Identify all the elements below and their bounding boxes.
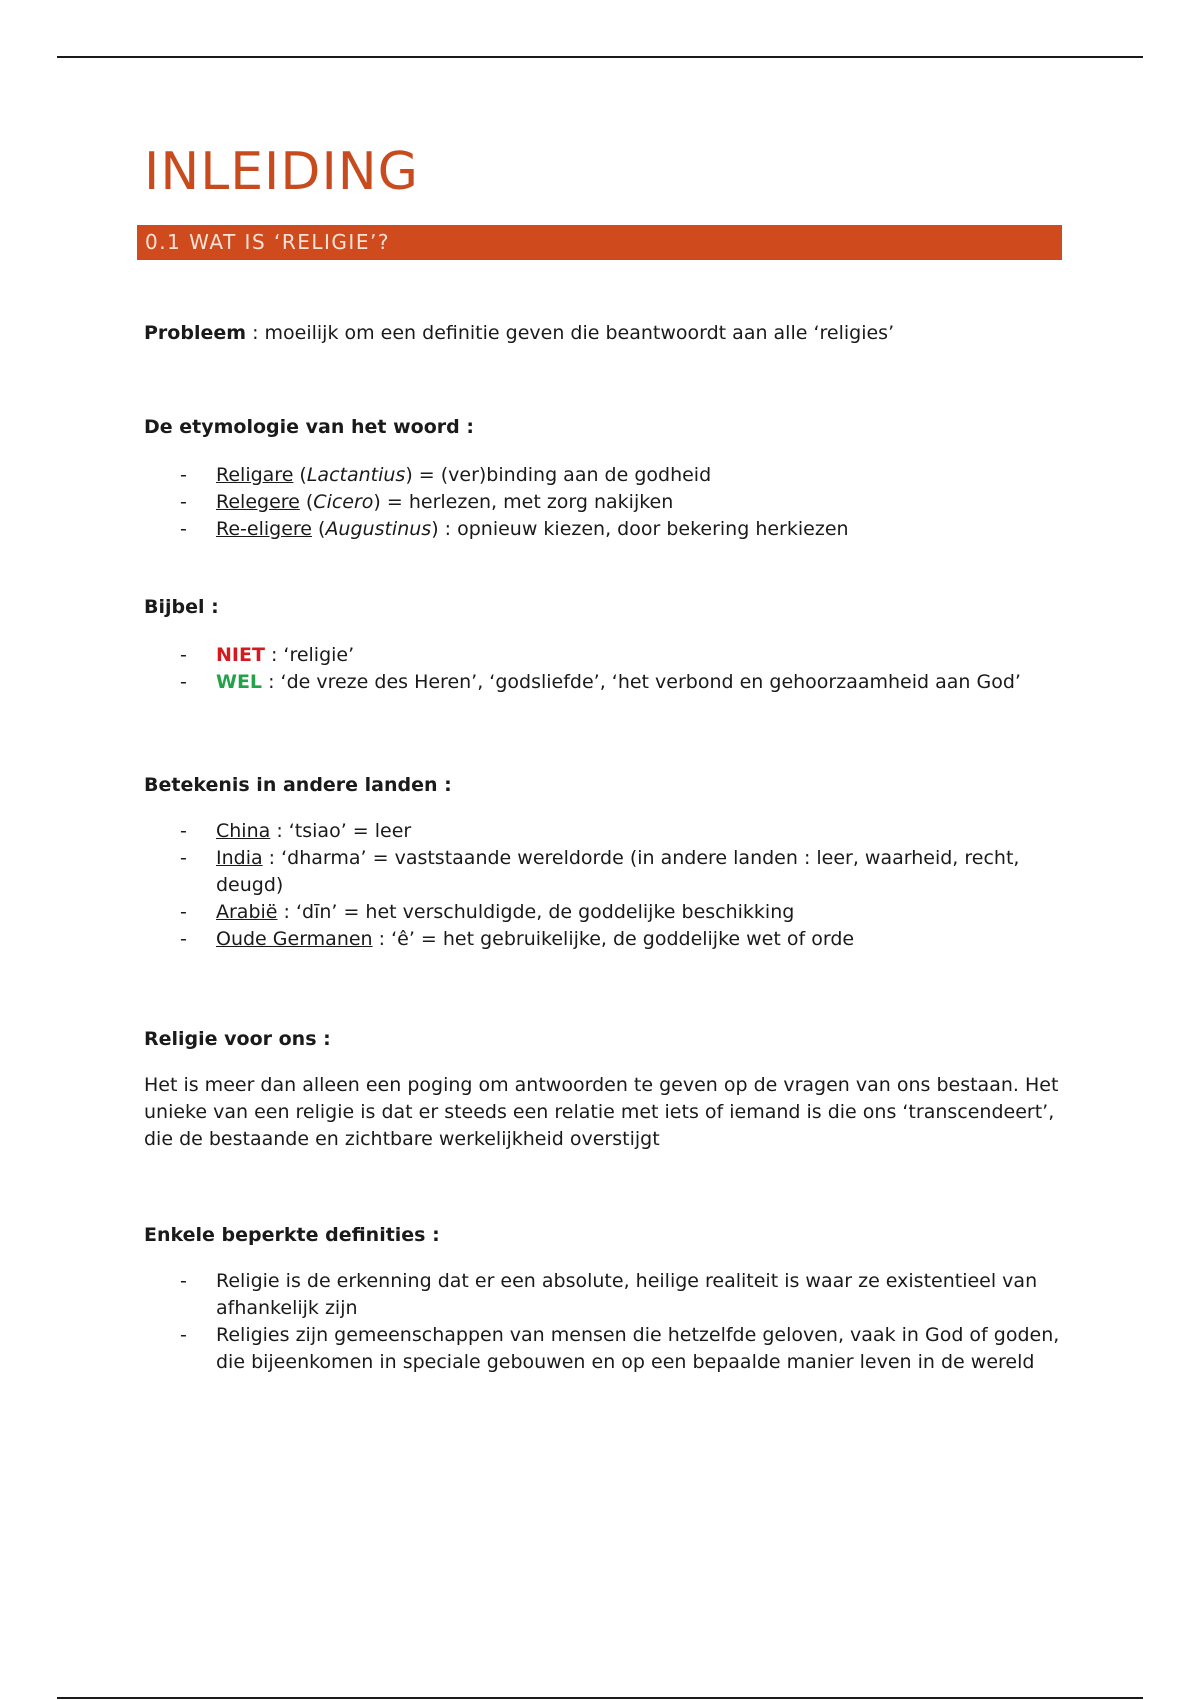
bottom-rule	[57, 1697, 1143, 1699]
definities-heading: Enkele beperkte definities :	[144, 1224, 440, 1246]
list-item	[144, 489, 1064, 516]
list-dash: -	[180, 671, 187, 693]
list-dash: -	[180, 464, 187, 486]
definition: : ‘dharma’ = vaststaande wereldorde (in andere landen : leer, waarheid, recht, deugd)	[216, 847, 1020, 896]
landen-list	[144, 818, 1064, 953]
paren-open: (	[299, 491, 314, 513]
etymologie-list	[144, 462, 1064, 543]
niet-text: : ‘religie’	[264, 644, 355, 666]
page-title: INLEIDING	[144, 142, 419, 202]
term: Re-eligere	[216, 518, 312, 540]
bijbel-list	[144, 642, 1064, 696]
list-item	[144, 818, 1064, 845]
paren-open: (	[293, 464, 307, 486]
list-item	[144, 845, 1064, 899]
probleem-paragraph	[144, 320, 1064, 347]
top-rule	[57, 56, 1143, 58]
list-dash: -	[180, 847, 187, 869]
definition: : ‘dīn’ = het verschuldigde, de goddelijke beschikking	[277, 901, 795, 923]
list-dash: -	[180, 491, 187, 513]
definition: ) = herlezen, met zorg nakijken	[373, 491, 674, 513]
author: Augustinus	[325, 518, 432, 540]
list-dash: -	[180, 1270, 187, 1292]
list-item	[144, 642, 1064, 669]
etymologie-heading: De etymologie van het woord :	[144, 416, 474, 438]
list-dash: -	[180, 644, 187, 666]
author: Cicero	[313, 491, 374, 513]
term: Arabië	[216, 901, 278, 923]
landen-heading: Betekenis in andere landen :	[144, 774, 452, 796]
bijbel-heading: Bijbel :	[144, 596, 219, 618]
ons-paragraph: Het is meer dan alleen een poging om antwoorden te geven op de vragen van ons bestaan. Het unieke van een religie is dat er steeds een relatie met iets of iemand is die ons ‘transcendeert’, die de bestaande en zichtbare werkelijkheid overstijgt	[144, 1074, 1059, 1150]
definition: ) : opnieuw kiezen, door bekering herkiezen	[431, 518, 849, 540]
list-item	[144, 516, 1064, 543]
term: India	[216, 847, 263, 869]
list-dash: -	[180, 1324, 187, 1346]
author: Lactantius	[306, 464, 406, 486]
probleem-text: : moeilijk om een definitie geven die beantwoordt aan alle ‘religies’	[246, 322, 895, 344]
definition: Religie is de erkenning dat er een absolute, heilige realiteit is waar ze existentieel van afhankelijk zijn	[216, 1270, 1038, 1319]
section-heading-bar	[137, 225, 1062, 260]
definition: ) = (ver)binding aan de godheid	[405, 464, 712, 486]
wel-label: WEL	[216, 671, 263, 693]
list-item	[144, 926, 1064, 953]
list-item	[144, 899, 1064, 926]
term: Religare	[216, 464, 294, 486]
definition: : ‘ê’ = het gebruikelijke, de goddelijke wet of orde	[372, 928, 855, 950]
list-dash: -	[180, 928, 187, 950]
list-item	[144, 669, 1064, 696]
ons-heading: Religie voor ons :	[144, 1028, 331, 1050]
list-dash: -	[180, 820, 187, 842]
definition: Religies zijn gemeenschappen van mensen die hetzelfde geloven, vaak in God of goden, die bijeenkomen in speciale gebouwen en op een bepaalde manier leven in de wereld	[216, 1324, 1060, 1373]
list-dash: -	[180, 518, 187, 540]
list-dash: -	[180, 901, 187, 923]
wel-text: : ‘de vreze des Heren’, ‘godsliefde’, ‘het verbond en gehoorzaamheid aan God’	[262, 671, 1021, 693]
term: Relegere	[216, 491, 300, 513]
list-item	[144, 462, 1064, 489]
probleem-label: Probleem	[144, 322, 247, 344]
definities-list	[144, 1268, 1064, 1376]
definition: : ‘tsiao’ = leer	[270, 820, 412, 842]
term: Oude Germanen	[216, 928, 373, 950]
paren-open: (	[311, 518, 326, 540]
niet-label: NIET	[216, 644, 265, 666]
term: China	[216, 820, 271, 842]
section-heading: 0.1 WAT IS ‘RELIGIE’?	[145, 230, 390, 254]
list-item	[144, 1322, 1064, 1376]
list-item	[144, 1268, 1064, 1322]
